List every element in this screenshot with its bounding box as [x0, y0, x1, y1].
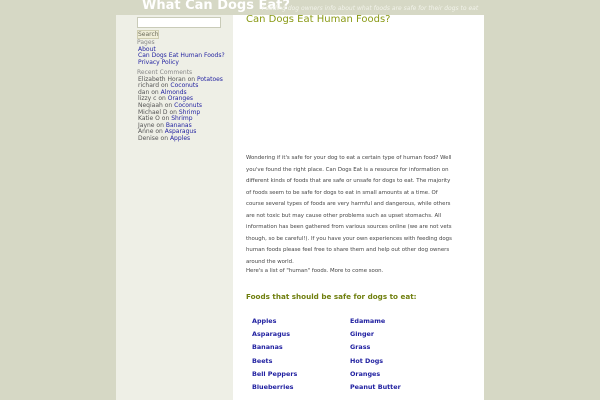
comment-author: lizzy c [138, 95, 157, 103]
comment-on: on [169, 108, 177, 116]
food-link[interactable]: Apples [252, 317, 277, 325]
intro-paragraph: Wondering if it's safe for your dog to eat a certain type of human food? Well you've found the right place. Can Dogs Eat is a resource for information on different kinds of foods that are safe or unsafe for dogs to eat. The majority of foods seem to be safe for dogs to eat in small amounts at a time. Of course several types of foods are very harmful and dangerous, while others are not toxic but may cause other problems such as upset stomachs. All information has been gathered from various sources online (we are not vets though, so be careful!). If you have your own experiences with feeding dogs human foods please feel free to share them and help out other dog owners around the world. [246, 155, 452, 265]
food-link[interactable]: Grass [350, 343, 371, 352]
comment-author: Denise [138, 134, 159, 142]
food-link[interactable]: Bananas [252, 343, 283, 352]
comment-post-link[interactable]: Coconuts [170, 82, 199, 90]
pages-widget [137, 40, 229, 66]
comment-on: on [156, 121, 164, 129]
comment-author: Anne [138, 128, 154, 136]
comment-post-link[interactable]: Almonds [160, 88, 187, 96]
pages-heading: Pages [137, 39, 155, 46]
comment-post-link[interactable]: Shrimp [178, 108, 201, 116]
recent-comments-widget [137, 70, 229, 143]
comment-post-link[interactable]: Apples [169, 134, 191, 142]
food-link[interactable]: Beets [252, 356, 273, 365]
site-title[interactable]: What Can Dogs Eat? [142, 0, 290, 13]
page-title: Can Dogs Eat Human Foods? [246, 14, 391, 25]
comment-on: on [161, 82, 169, 90]
site-tagline: Feeding dog owners info about what foods are safe for their dogs to eat [262, 5, 479, 12]
comment-post-link[interactable]: Bananas [165, 121, 192, 129]
comment-author: Jayne [138, 121, 155, 129]
comment-author: Elizabeth Horan [138, 75, 186, 83]
page-link-can-dogs-eat-human-foods[interactable]: Can Dogs Eat Human Foods? [138, 52, 225, 60]
pages-list [137, 47, 229, 67]
page-link-about[interactable]: About [138, 45, 156, 53]
comment-on: on [151, 88, 159, 96]
comment-author: Neqiaah [138, 101, 163, 109]
food-link[interactable]: Oranges [350, 369, 381, 378]
comment-on: on [161, 115, 170, 123]
search-button[interactable]: Search [138, 31, 159, 38]
recent-comments-list [137, 77, 229, 143]
search-input[interactable] [137, 17, 221, 28]
food-link[interactable]: Blueberries [252, 382, 294, 391]
safe-foods-heading: Foods that should be safe for dogs to eat: [246, 292, 417, 301]
comment-on: on [187, 75, 196, 83]
food-link[interactable]: Peanut Butter [350, 382, 401, 391]
comment-on: on [160, 134, 169, 142]
food-link[interactable]: Hot Dogs [350, 356, 384, 365]
comment-author: Michael D [138, 108, 168, 116]
food-link[interactable]: Bell Peppers [252, 369, 298, 378]
comment-author: dan [138, 88, 150, 96]
comment-author: Katie O [138, 115, 160, 123]
comment-on: on [155, 128, 163, 136]
list-item [137, 60, 229, 67]
comment-on: on [158, 95, 166, 103]
comment-author: richard [138, 82, 160, 90]
recent-comments-heading: Recent Comments [137, 69, 193, 76]
food-link[interactable]: Ginger [350, 330, 375, 339]
food-link[interactable]: Edamame [350, 317, 386, 325]
comment-post-link[interactable]: Shrimp [171, 115, 193, 123]
food-link[interactable]: Asparagus [252, 330, 291, 339]
safe-foods-list-right [350, 315, 401, 394]
comment-post-link[interactable]: Potatoes [196, 75, 223, 83]
list-intro-text: Here's a list of "human" foods. More to come soon. [246, 268, 384, 274]
safe-foods-list-left [252, 315, 297, 394]
comment-post-link[interactable]: Asparagus [164, 128, 197, 136]
list-item [137, 136, 229, 143]
comment-post-link[interactable]: Oranges [167, 95, 194, 103]
page-link-privacy-policy[interactable]: Privacy Policy [138, 58, 179, 66]
comment-post-link[interactable]: Coconuts [174, 101, 203, 109]
comment-on: on [164, 101, 173, 109]
